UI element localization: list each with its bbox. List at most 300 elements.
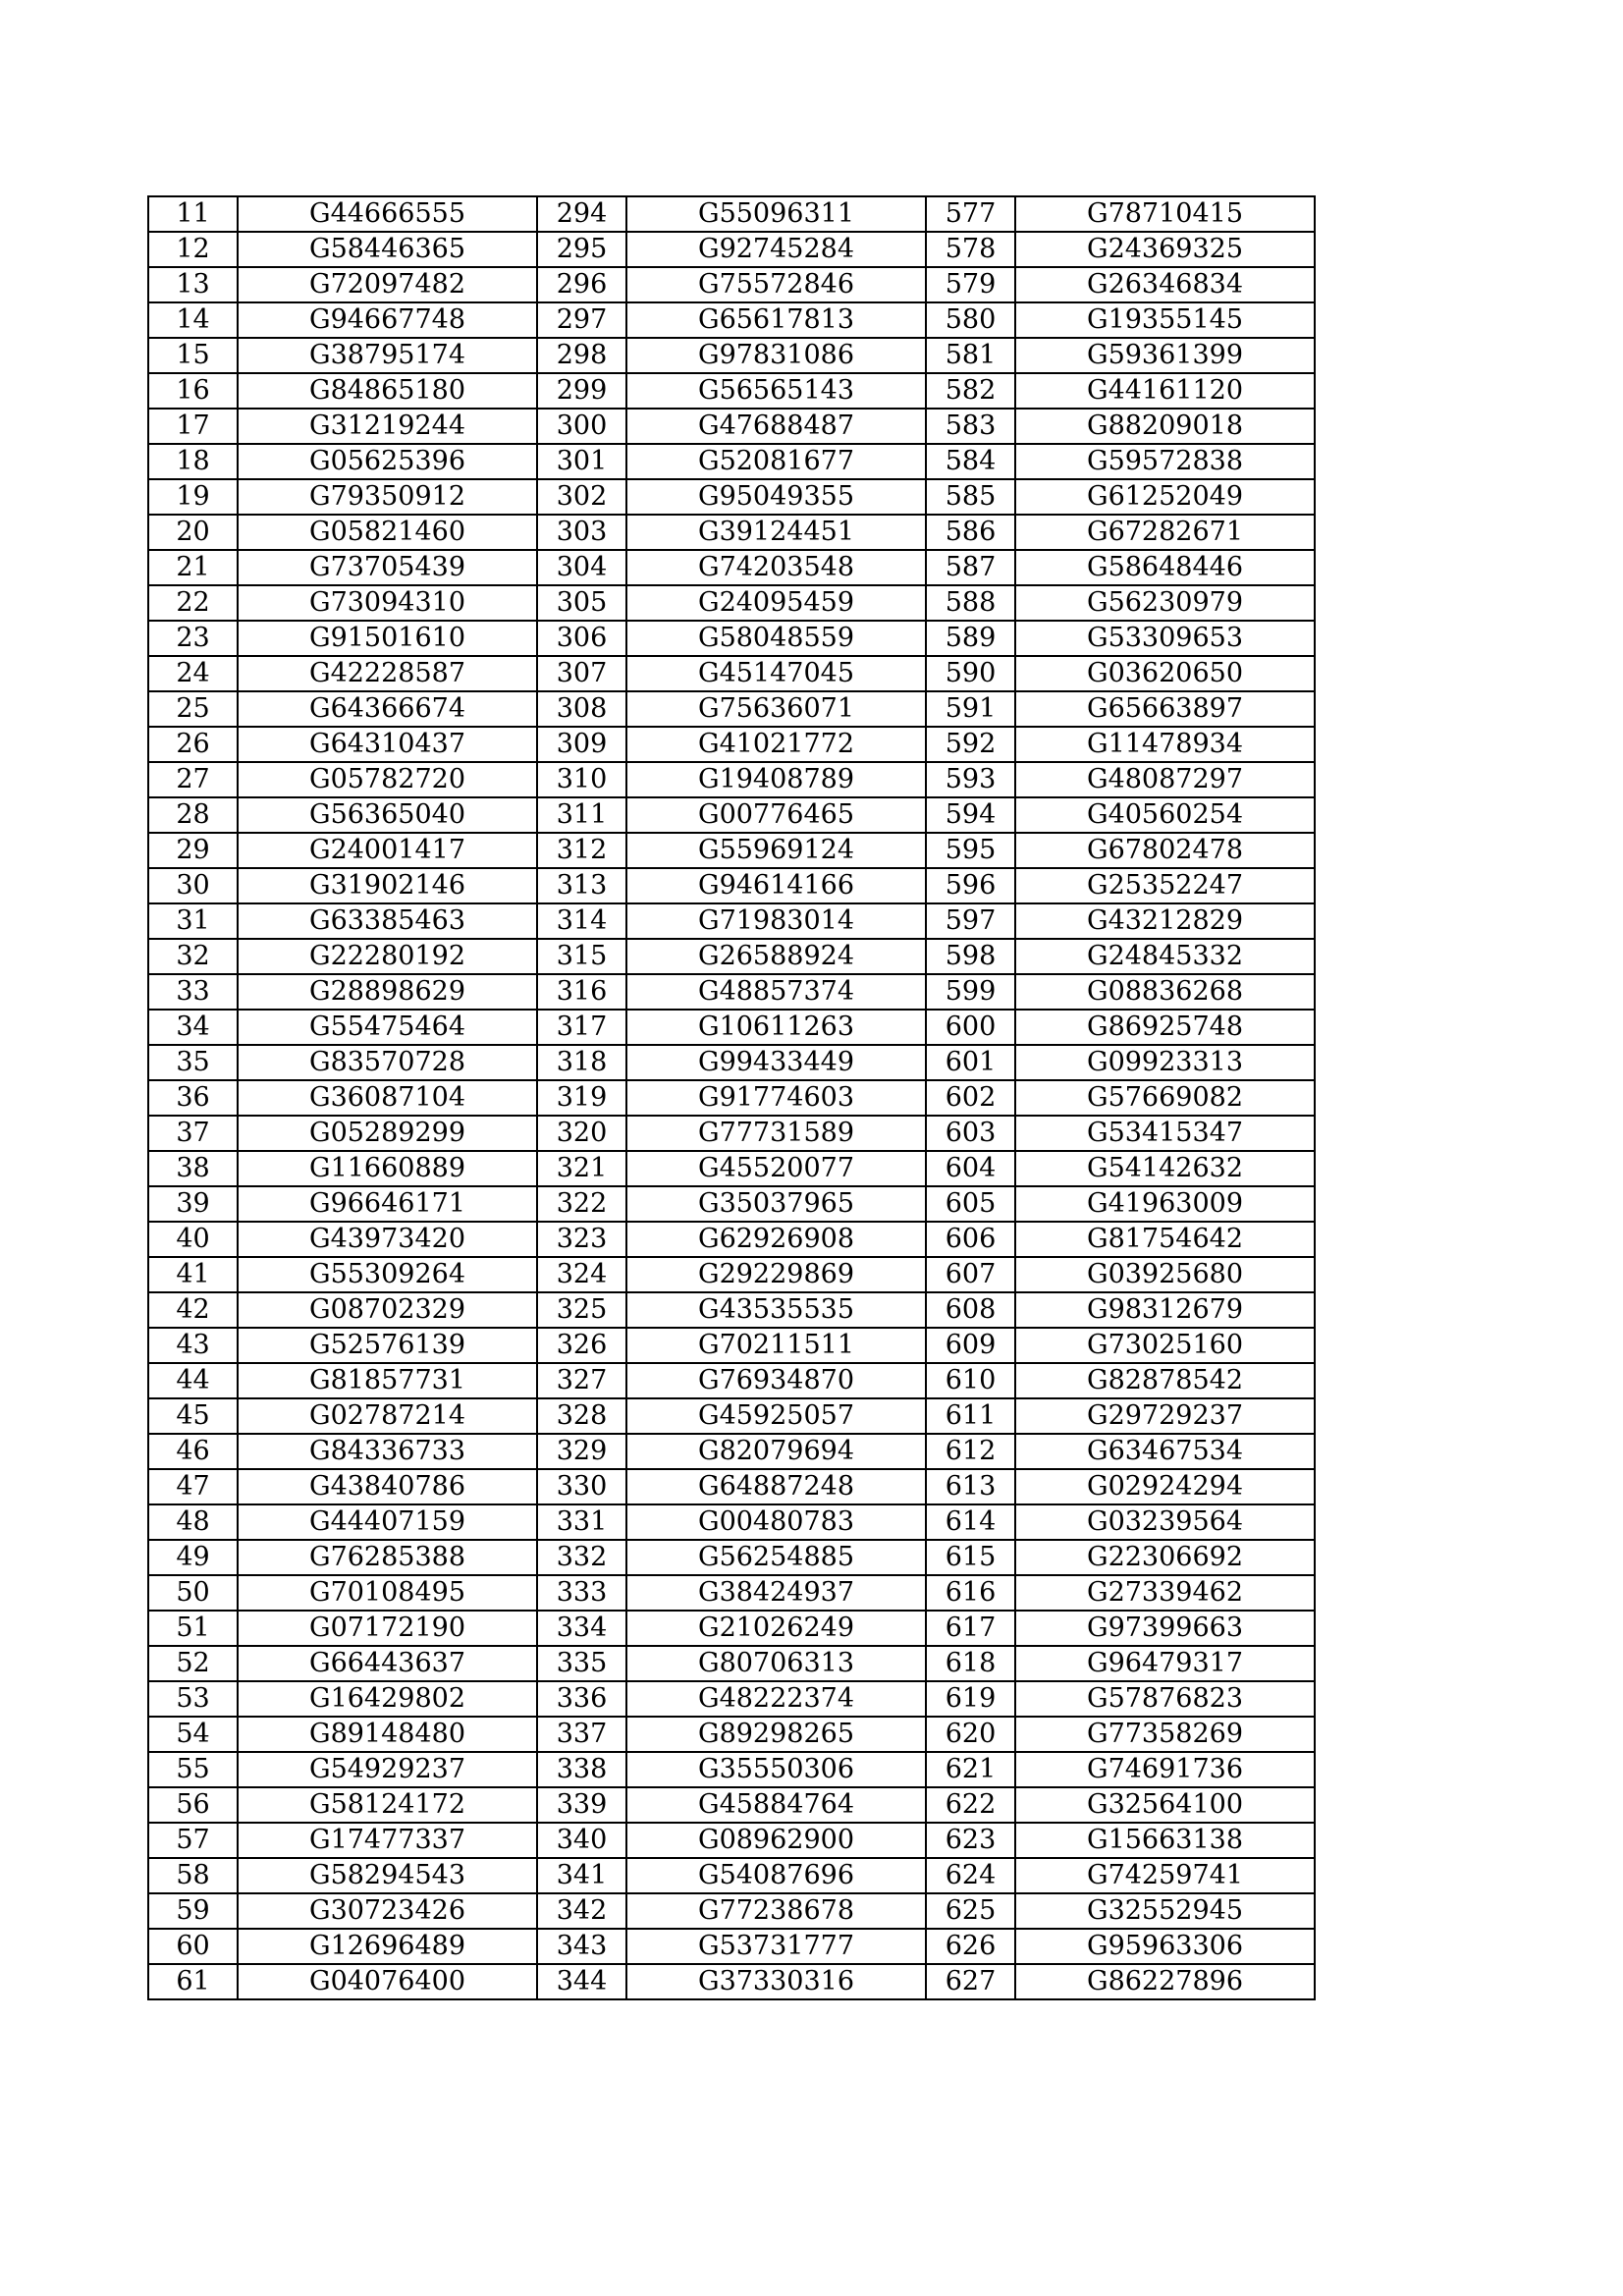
row-number-cell: 328 xyxy=(537,1398,626,1434)
table-row xyxy=(148,267,1315,302)
code-cell: G08702329 xyxy=(238,1292,537,1328)
row-number-cell: 343 xyxy=(537,1929,626,1964)
table-row xyxy=(148,232,1315,267)
row-number-cell: 20 xyxy=(148,515,238,550)
code-cell: G52576139 xyxy=(238,1328,537,1363)
code-cell: G07172190 xyxy=(238,1611,537,1646)
row-number-cell: 605 xyxy=(926,1186,1015,1222)
row-number-cell: 315 xyxy=(537,939,626,974)
row-number-cell: 322 xyxy=(537,1186,626,1222)
row-number-cell: 300 xyxy=(537,409,626,444)
row-number-cell: 50 xyxy=(148,1575,238,1611)
row-number-cell: 49 xyxy=(148,1540,238,1575)
code-cell: G74691736 xyxy=(1015,1752,1315,1787)
row-number-cell: 17 xyxy=(148,409,238,444)
row-number-cell: 314 xyxy=(537,903,626,939)
code-cell: G73025160 xyxy=(1015,1328,1315,1363)
code-cell: G73705439 xyxy=(238,550,537,585)
row-number-cell: 594 xyxy=(926,797,1015,833)
code-cell: G92745284 xyxy=(626,232,926,267)
row-number-cell: 32 xyxy=(148,939,238,974)
row-number-cell: 54 xyxy=(148,1717,238,1752)
row-number-cell: 598 xyxy=(926,939,1015,974)
code-cell: G02787214 xyxy=(238,1398,537,1434)
code-cell: G53309653 xyxy=(1015,621,1315,656)
row-number-cell: 297 xyxy=(537,302,626,338)
table-row xyxy=(148,691,1315,727)
table-row xyxy=(148,1045,1315,1080)
code-cell: G48857374 xyxy=(626,974,926,1010)
code-cell: G38795174 xyxy=(238,338,537,373)
code-cell: G55969124 xyxy=(626,833,926,868)
code-cell: G35037965 xyxy=(626,1186,926,1222)
row-number-cell: 579 xyxy=(926,267,1015,302)
code-cell: G05821460 xyxy=(238,515,537,550)
code-cell: G45520077 xyxy=(626,1151,926,1186)
table-row xyxy=(148,1328,1315,1363)
row-number-cell: 294 xyxy=(537,196,626,232)
code-cell: G79350912 xyxy=(238,479,537,515)
code-cell: G58048559 xyxy=(626,621,926,656)
table-row xyxy=(148,373,1315,409)
row-number-cell: 299 xyxy=(537,373,626,409)
row-number-cell: 621 xyxy=(926,1752,1015,1787)
code-cell: G57876823 xyxy=(1015,1681,1315,1717)
row-number-cell: 46 xyxy=(148,1434,238,1469)
code-cell: G61252049 xyxy=(1015,479,1315,515)
table-row xyxy=(148,585,1315,621)
row-number-cell: 23 xyxy=(148,621,238,656)
code-cell: G09923313 xyxy=(1015,1045,1315,1080)
code-cell: G74203548 xyxy=(626,550,926,585)
table-row xyxy=(148,974,1315,1010)
code-cell: G55475464 xyxy=(238,1010,537,1045)
row-number-cell: 31 xyxy=(148,903,238,939)
table-row xyxy=(148,833,1315,868)
row-number-cell: 604 xyxy=(926,1151,1015,1186)
code-cell: G75572846 xyxy=(626,267,926,302)
row-number-cell: 580 xyxy=(926,302,1015,338)
row-number-cell: 340 xyxy=(537,1823,626,1858)
row-number-cell: 55 xyxy=(148,1752,238,1787)
row-number-cell: 622 xyxy=(926,1787,1015,1823)
code-cell: G56230979 xyxy=(1015,585,1315,621)
code-cell: G03239564 xyxy=(1015,1504,1315,1540)
code-cell: G05289299 xyxy=(238,1116,537,1151)
code-cell: G94667748 xyxy=(238,302,537,338)
row-number-cell: 606 xyxy=(926,1222,1015,1257)
row-number-cell: 330 xyxy=(537,1469,626,1504)
code-cell: G29729237 xyxy=(1015,1398,1315,1434)
code-cell: G48087297 xyxy=(1015,762,1315,797)
row-number-cell: 319 xyxy=(537,1080,626,1116)
row-number-cell: 11 xyxy=(148,196,238,232)
row-number-cell: 305 xyxy=(537,585,626,621)
code-cell: G11660889 xyxy=(238,1151,537,1186)
code-cell: G67802478 xyxy=(1015,833,1315,868)
row-number-cell: 18 xyxy=(148,444,238,479)
code-cell: G80706313 xyxy=(626,1646,926,1681)
table-row xyxy=(148,1717,1315,1752)
row-number-cell: 48 xyxy=(148,1504,238,1540)
code-table xyxy=(147,195,1316,2000)
table-row xyxy=(148,1010,1315,1045)
code-cell: G64366674 xyxy=(238,691,537,727)
row-number-cell: 333 xyxy=(537,1575,626,1611)
code-cell: G91774603 xyxy=(626,1080,926,1116)
code-cell: G00480783 xyxy=(626,1504,926,1540)
table-row xyxy=(148,1080,1315,1116)
code-cell: G27339462 xyxy=(1015,1575,1315,1611)
row-number-cell: 326 xyxy=(537,1328,626,1363)
code-cell: G32552945 xyxy=(1015,1893,1315,1929)
row-number-cell: 34 xyxy=(148,1010,238,1045)
code-cell: G89148480 xyxy=(238,1717,537,1752)
code-cell: G54142632 xyxy=(1015,1151,1315,1186)
code-cell: G63385463 xyxy=(238,903,537,939)
row-number-cell: 316 xyxy=(537,974,626,1010)
row-number-cell: 19 xyxy=(148,479,238,515)
code-cell: G82878542 xyxy=(1015,1363,1315,1398)
row-number-cell: 295 xyxy=(537,232,626,267)
table-row xyxy=(148,1823,1315,1858)
code-cell: G84336733 xyxy=(238,1434,537,1469)
table-row xyxy=(148,1787,1315,1823)
row-number-cell: 588 xyxy=(926,585,1015,621)
table-row xyxy=(148,338,1315,373)
row-number-cell: 60 xyxy=(148,1929,238,1964)
row-number-cell: 51 xyxy=(148,1611,238,1646)
table-row xyxy=(148,196,1315,232)
code-cell: G43840786 xyxy=(238,1469,537,1504)
table-row xyxy=(148,1893,1315,1929)
row-number-cell: 602 xyxy=(926,1080,1015,1116)
code-cell: G72097482 xyxy=(238,267,537,302)
table-row xyxy=(148,1186,1315,1222)
row-number-cell: 616 xyxy=(926,1575,1015,1611)
table-row xyxy=(148,1611,1315,1646)
table-row xyxy=(148,1964,1315,1999)
code-cell: G94614166 xyxy=(626,868,926,903)
row-number-cell: 320 xyxy=(537,1116,626,1151)
code-cell: G91501610 xyxy=(238,621,537,656)
code-cell: G47688487 xyxy=(626,409,926,444)
code-cell: G64310437 xyxy=(238,727,537,762)
row-number-cell: 614 xyxy=(926,1504,1015,1540)
row-number-cell: 587 xyxy=(926,550,1015,585)
table-row xyxy=(148,939,1315,974)
row-number-cell: 590 xyxy=(926,656,1015,691)
row-number-cell: 16 xyxy=(148,373,238,409)
code-cell: G77238678 xyxy=(626,1893,926,1929)
row-number-cell: 609 xyxy=(926,1328,1015,1363)
row-number-cell: 607 xyxy=(926,1257,1015,1292)
row-number-cell: 624 xyxy=(926,1858,1015,1893)
table-row xyxy=(148,1434,1315,1469)
table-row xyxy=(148,515,1315,550)
row-number-cell: 581 xyxy=(926,338,1015,373)
row-number-cell: 43 xyxy=(148,1328,238,1363)
code-cell: G45925057 xyxy=(626,1398,926,1434)
table-row xyxy=(148,868,1315,903)
row-number-cell: 318 xyxy=(537,1045,626,1080)
row-number-cell: 583 xyxy=(926,409,1015,444)
code-cell: G41963009 xyxy=(1015,1186,1315,1222)
row-number-cell: 626 xyxy=(926,1929,1015,1964)
code-cell: G31902146 xyxy=(238,868,537,903)
code-table-body xyxy=(148,196,1315,1999)
row-number-cell: 298 xyxy=(537,338,626,373)
code-cell: G19408789 xyxy=(626,762,926,797)
code-cell: G16429802 xyxy=(238,1681,537,1717)
code-cell: G99433449 xyxy=(626,1045,926,1080)
row-number-cell: 29 xyxy=(148,833,238,868)
code-cell: G58648446 xyxy=(1015,550,1315,585)
code-cell: G43973420 xyxy=(238,1222,537,1257)
code-cell: G26346834 xyxy=(1015,267,1315,302)
row-number-cell: 58 xyxy=(148,1858,238,1893)
code-cell: G03620650 xyxy=(1015,656,1315,691)
code-cell: G75636071 xyxy=(626,691,926,727)
code-cell: G24369325 xyxy=(1015,232,1315,267)
code-cell: G55096311 xyxy=(626,196,926,232)
table-row xyxy=(148,1540,1315,1575)
code-cell: G54087696 xyxy=(626,1858,926,1893)
row-number-cell: 14 xyxy=(148,302,238,338)
table-row xyxy=(148,727,1315,762)
row-number-cell: 338 xyxy=(537,1752,626,1787)
code-cell: G24001417 xyxy=(238,833,537,868)
row-number-cell: 610 xyxy=(926,1363,1015,1398)
code-cell: G22306692 xyxy=(1015,1540,1315,1575)
table-row xyxy=(148,656,1315,691)
code-cell: G74259741 xyxy=(1015,1858,1315,1893)
code-cell: G81857731 xyxy=(238,1363,537,1398)
code-cell: G56565143 xyxy=(626,373,926,409)
code-cell: G78710415 xyxy=(1015,196,1315,232)
code-cell: G97399663 xyxy=(1015,1611,1315,1646)
code-cell: G86925748 xyxy=(1015,1010,1315,1045)
code-cell: G42228587 xyxy=(238,656,537,691)
code-cell: G44407159 xyxy=(238,1504,537,1540)
row-number-cell: 303 xyxy=(537,515,626,550)
row-number-cell: 577 xyxy=(926,196,1015,232)
row-number-cell: 306 xyxy=(537,621,626,656)
row-number-cell: 40 xyxy=(148,1222,238,1257)
code-cell: G64887248 xyxy=(626,1469,926,1504)
code-cell: G04076400 xyxy=(238,1964,537,1999)
row-number-cell: 337 xyxy=(537,1717,626,1752)
row-number-cell: 335 xyxy=(537,1646,626,1681)
table-row xyxy=(148,1398,1315,1434)
code-cell: G59572838 xyxy=(1015,444,1315,479)
row-number-cell: 301 xyxy=(537,444,626,479)
table-row xyxy=(148,1257,1315,1292)
code-cell: G44666555 xyxy=(238,196,537,232)
row-number-cell: 317 xyxy=(537,1010,626,1045)
table-row xyxy=(148,1151,1315,1186)
row-number-cell: 612 xyxy=(926,1434,1015,1469)
code-cell: G77731589 xyxy=(626,1116,926,1151)
row-number-cell: 44 xyxy=(148,1363,238,1398)
table-row xyxy=(148,1929,1315,1964)
code-cell: G58124172 xyxy=(238,1787,537,1823)
code-cell: G32564100 xyxy=(1015,1787,1315,1823)
table-row xyxy=(148,550,1315,585)
table-row xyxy=(148,1681,1315,1717)
code-cell: G62926908 xyxy=(626,1222,926,1257)
code-cell: G37330316 xyxy=(626,1964,926,1999)
code-cell: G40560254 xyxy=(1015,797,1315,833)
code-cell: G12696489 xyxy=(238,1929,537,1964)
code-cell: G11478934 xyxy=(1015,727,1315,762)
code-cell: G22280192 xyxy=(238,939,537,974)
row-number-cell: 323 xyxy=(537,1222,626,1257)
row-number-cell: 307 xyxy=(537,656,626,691)
row-number-cell: 599 xyxy=(926,974,1015,1010)
row-number-cell: 327 xyxy=(537,1363,626,1398)
row-number-cell: 578 xyxy=(926,232,1015,267)
row-number-cell: 592 xyxy=(926,727,1015,762)
table-row xyxy=(148,1575,1315,1611)
code-cell: G96479317 xyxy=(1015,1646,1315,1681)
row-number-cell: 619 xyxy=(926,1681,1015,1717)
code-cell: G31219244 xyxy=(238,409,537,444)
code-cell: G53731777 xyxy=(626,1929,926,1964)
code-cell: G89298265 xyxy=(626,1717,926,1752)
code-cell: G24095459 xyxy=(626,585,926,621)
row-number-cell: 296 xyxy=(537,267,626,302)
row-number-cell: 28 xyxy=(148,797,238,833)
row-number-cell: 15 xyxy=(148,338,238,373)
code-cell: G65617813 xyxy=(626,302,926,338)
row-number-cell: 344 xyxy=(537,1964,626,1999)
row-number-cell: 310 xyxy=(537,762,626,797)
row-number-cell: 325 xyxy=(537,1292,626,1328)
table-row xyxy=(148,479,1315,515)
row-number-cell: 53 xyxy=(148,1681,238,1717)
code-cell: G58446365 xyxy=(238,232,537,267)
row-number-cell: 329 xyxy=(537,1434,626,1469)
code-cell: G56365040 xyxy=(238,797,537,833)
table-row xyxy=(148,1469,1315,1504)
row-number-cell: 584 xyxy=(926,444,1015,479)
code-cell: G28898629 xyxy=(238,974,537,1010)
code-cell: G76285388 xyxy=(238,1540,537,1575)
code-cell: G58294543 xyxy=(238,1858,537,1893)
code-cell: G45147045 xyxy=(626,656,926,691)
row-number-cell: 593 xyxy=(926,762,1015,797)
code-cell: G10611263 xyxy=(626,1010,926,1045)
row-number-cell: 37 xyxy=(148,1116,238,1151)
code-cell: G25352247 xyxy=(1015,868,1315,903)
code-cell: G24845332 xyxy=(1015,939,1315,974)
code-cell: G08962900 xyxy=(626,1823,926,1858)
row-number-cell: 321 xyxy=(537,1151,626,1186)
code-cell: G73094310 xyxy=(238,585,537,621)
code-cell: G54929237 xyxy=(238,1752,537,1787)
row-number-cell: 336 xyxy=(537,1681,626,1717)
row-number-cell: 595 xyxy=(926,833,1015,868)
code-cell: G02924294 xyxy=(1015,1469,1315,1504)
row-number-cell: 618 xyxy=(926,1646,1015,1681)
row-number-cell: 332 xyxy=(537,1540,626,1575)
table-row xyxy=(148,302,1315,338)
row-number-cell: 611 xyxy=(926,1398,1015,1434)
row-number-cell: 620 xyxy=(926,1717,1015,1752)
row-number-cell: 38 xyxy=(148,1151,238,1186)
code-cell: G48222374 xyxy=(626,1681,926,1717)
row-number-cell: 12 xyxy=(148,232,238,267)
row-number-cell: 61 xyxy=(148,1964,238,1999)
row-number-cell: 22 xyxy=(148,585,238,621)
code-cell: G67282671 xyxy=(1015,515,1315,550)
row-number-cell: 59 xyxy=(148,1893,238,1929)
code-cell: G52081677 xyxy=(626,444,926,479)
row-number-cell: 39 xyxy=(148,1186,238,1222)
row-number-cell: 339 xyxy=(537,1787,626,1823)
code-cell: G96646171 xyxy=(238,1186,537,1222)
code-cell: G98312679 xyxy=(1015,1292,1315,1328)
table-row xyxy=(148,1504,1315,1540)
row-number-cell: 45 xyxy=(148,1398,238,1434)
row-number-cell: 623 xyxy=(926,1823,1015,1858)
row-number-cell: 27 xyxy=(148,762,238,797)
code-cell: G17477337 xyxy=(238,1823,537,1858)
code-cell: G97831086 xyxy=(626,338,926,373)
code-cell: G08836268 xyxy=(1015,974,1315,1010)
table-row xyxy=(148,762,1315,797)
row-number-cell: 57 xyxy=(148,1823,238,1858)
row-number-cell: 582 xyxy=(926,373,1015,409)
code-cell: G86227896 xyxy=(1015,1964,1315,1999)
code-cell: G35550306 xyxy=(626,1752,926,1787)
code-cell: G63467534 xyxy=(1015,1434,1315,1469)
code-cell: G43212829 xyxy=(1015,903,1315,939)
table-row xyxy=(148,903,1315,939)
code-cell: G53415347 xyxy=(1015,1116,1315,1151)
row-number-cell: 613 xyxy=(926,1469,1015,1504)
row-number-cell: 311 xyxy=(537,797,626,833)
code-cell: G15663138 xyxy=(1015,1823,1315,1858)
row-number-cell: 30 xyxy=(148,868,238,903)
row-number-cell: 617 xyxy=(926,1611,1015,1646)
code-cell: G76934870 xyxy=(626,1363,926,1398)
row-number-cell: 13 xyxy=(148,267,238,302)
code-cell: G19355145 xyxy=(1015,302,1315,338)
code-cell: G05625396 xyxy=(238,444,537,479)
code-cell: G44161120 xyxy=(1015,373,1315,409)
code-cell: G70211511 xyxy=(626,1328,926,1363)
row-number-cell: 308 xyxy=(537,691,626,727)
code-cell: G39124451 xyxy=(626,515,926,550)
table-row xyxy=(148,621,1315,656)
row-number-cell: 24 xyxy=(148,656,238,691)
code-cell: G43535535 xyxy=(626,1292,926,1328)
row-number-cell: 596 xyxy=(926,868,1015,903)
code-cell: G55309264 xyxy=(238,1257,537,1292)
code-cell: G88209018 xyxy=(1015,409,1315,444)
table-row xyxy=(148,1752,1315,1787)
code-cell: G57669082 xyxy=(1015,1080,1315,1116)
row-number-cell: 324 xyxy=(537,1257,626,1292)
row-number-cell: 603 xyxy=(926,1116,1015,1151)
code-cell: G36087104 xyxy=(238,1080,537,1116)
table-row xyxy=(148,1222,1315,1257)
row-number-cell: 625 xyxy=(926,1893,1015,1929)
row-number-cell: 309 xyxy=(537,727,626,762)
code-cell: G71983014 xyxy=(626,903,926,939)
